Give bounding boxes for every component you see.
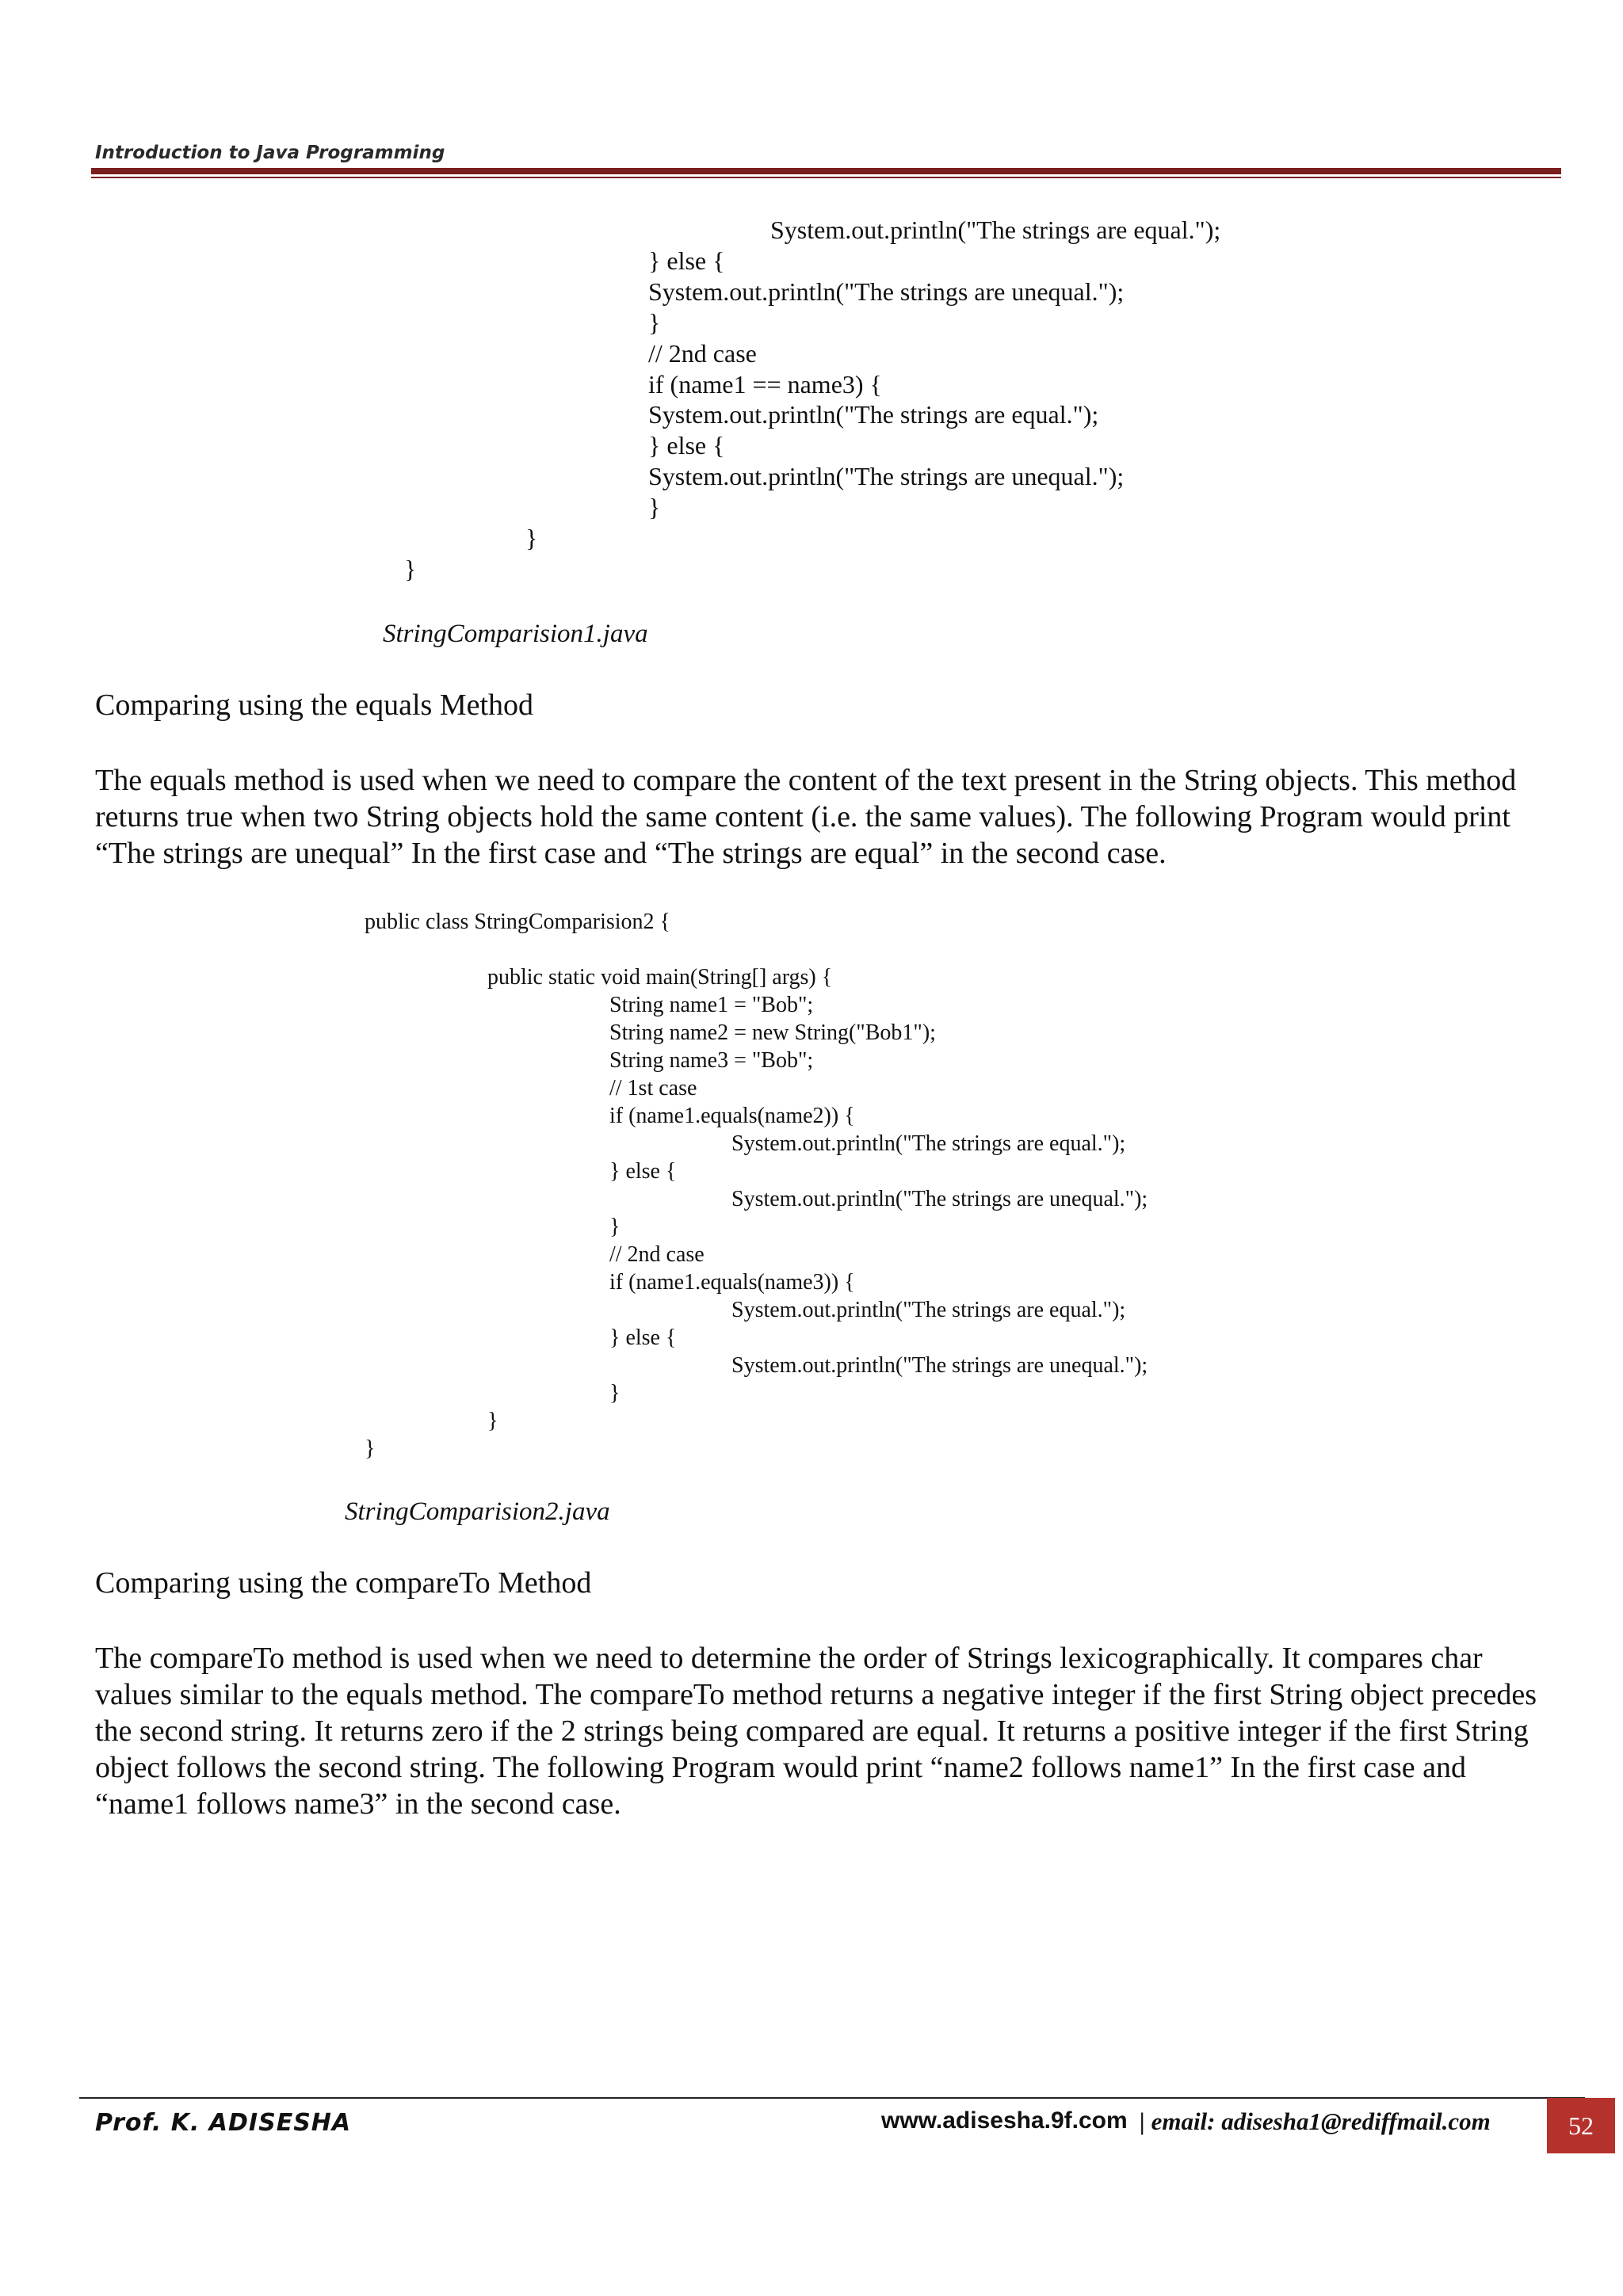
code-line: System.out.println("The strings are equal."); xyxy=(731,1298,1126,1322)
code-line: System.out.println("The strings are equal."); xyxy=(731,1131,1126,1156)
footer-website-link[interactable]: www.adisesha.9f.com xyxy=(881,2107,1128,2134)
file-caption: StringComparision1.java xyxy=(383,620,648,648)
paragraph: The compareTo method is used when we need to determine the order of Strings lexicographically. It compares char values similar to the equals method. The compareTo method returns a negative integer if the first String object precedes the second string. It returns zero if the 2 strings being compared are equal. It returns a positive integer if the first String object follows the second string. The following Program would print “name2 follows name1” In the first case and “name1 follows name3” in the second case. xyxy=(95,1642,1537,1821)
code-line: String name2 = new String("Bob1"); xyxy=(609,1020,936,1045)
section-heading: Comparing using the equals Method xyxy=(95,688,534,722)
code-line: public static void main(String[] args) { xyxy=(487,965,833,990)
code-line: if (name1.equals(name3)) { xyxy=(609,1270,855,1295)
file-caption: StringComparision2.java xyxy=(345,1497,610,1526)
code-line: System.out.println("The strings are equal."); xyxy=(770,215,1221,244)
code-line: } xyxy=(487,1409,498,1433)
section-heading: Comparing using the compareTo Method xyxy=(95,1566,592,1600)
code-line: if (name1 == name3) { xyxy=(648,370,882,399)
code-line: } else { xyxy=(648,246,725,275)
code-line: // 2nd case xyxy=(648,339,757,368)
code-line: String name3 = "Bob"; xyxy=(609,1048,814,1073)
code-line: } xyxy=(404,555,417,583)
code-line: } else { xyxy=(648,431,725,460)
code-line: } xyxy=(609,1215,621,1239)
footer-rule xyxy=(79,2097,1585,2099)
code-line: System.out.println("The strings are unequal."); xyxy=(731,1187,1148,1211)
header-title: Introduction to Java Programming xyxy=(95,143,445,163)
code-line: } xyxy=(648,493,661,521)
header-rule xyxy=(91,168,1561,174)
code-line: if (name1.equals(name2)) { xyxy=(609,1104,855,1128)
code-line: } xyxy=(525,524,538,552)
code-line: public class StringComparision2 { xyxy=(365,910,670,934)
code-line: } else { xyxy=(609,1159,677,1184)
code-line: System.out.println("The strings are unequal."); xyxy=(648,277,1125,306)
code-line: } xyxy=(365,1436,376,1461)
code-line: } xyxy=(648,308,661,337)
code-line: System.out.println("The strings are unequal."); xyxy=(648,462,1125,490)
code-line: // 2nd case xyxy=(609,1242,705,1267)
footer-email-link[interactable]: | email: adisesha1@rediffmail.com xyxy=(1140,2107,1491,2135)
code-line: System.out.println("The strings are equal."); xyxy=(648,400,1099,429)
paragraph: The equals method is used when we need to compare the content of the text present in the String objects. This method returns true when two String objects hold the same content (i.e. the same values). The following Program would print “The strings are unequal” In the first case and “The strings are equal” in the second case. xyxy=(95,764,1517,870)
page-number: 52 xyxy=(1547,2098,1615,2153)
code-line: // 1st case xyxy=(609,1076,697,1100)
header-rule-thin xyxy=(91,177,1561,178)
code-line: } xyxy=(609,1381,621,1405)
code-line: System.out.println("The strings are unequal."); xyxy=(731,1353,1148,1378)
code-line: String name1 = "Bob"; xyxy=(609,993,814,1017)
footer-author: Prof. K. ADISESHA xyxy=(95,2109,352,2137)
code-line: } else { xyxy=(609,1325,677,1350)
